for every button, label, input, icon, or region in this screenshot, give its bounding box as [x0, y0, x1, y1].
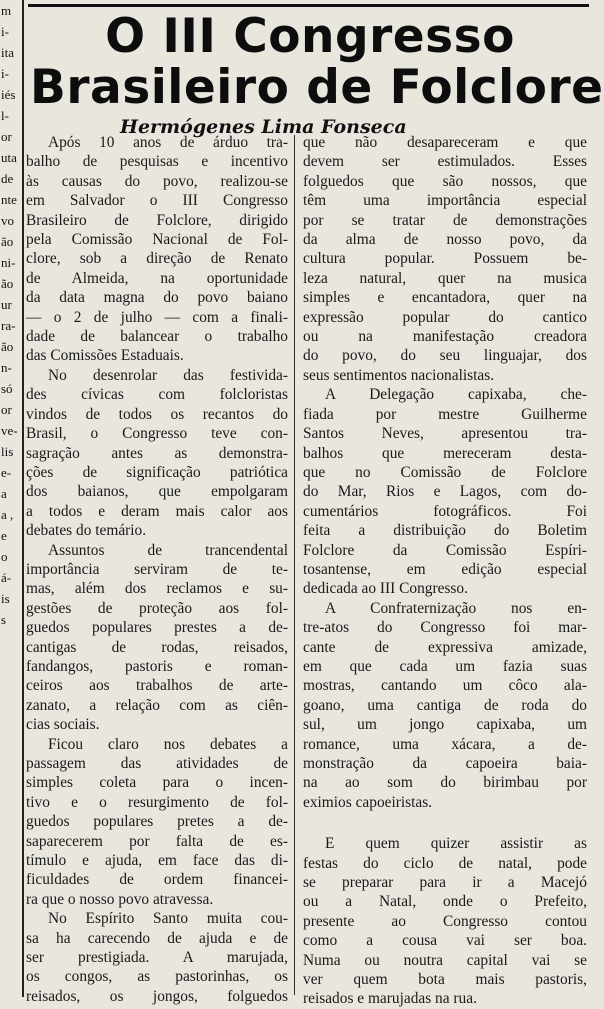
- text-line: do Mar, Rios e Lagos, com do-: [303, 483, 587, 501]
- text-line: cantigas de rodas, reisados,: [26, 638, 288, 656]
- text-line: fandangos, pastoris e roman-: [26, 657, 288, 675]
- text-line: zanato, a relação com as ciên-: [26, 696, 288, 714]
- text-line: Santos Neves, apresentou tra-: [303, 425, 587, 443]
- text-line: ou na manifestação creadora: [303, 328, 587, 346]
- edge-fragment: ve-: [1, 423, 18, 438]
- text-line: na ao som do birimbau por: [303, 774, 587, 792]
- text-line: guedos populares pretes a de-: [26, 813, 288, 831]
- text-line: guedos populares prestes a de-: [26, 619, 288, 637]
- text-line: ser prestigiada. A marujada,: [26, 949, 288, 967]
- edge-fragment: ra-: [1, 318, 16, 333]
- text-line: tímulo e ajuda, em face das di-: [26, 852, 288, 870]
- column-divider: [294, 135, 295, 995]
- text-line: pela Comissão Nacional de Fol-: [26, 231, 288, 249]
- text-line: os congos, as pastorinhas, os: [26, 968, 288, 986]
- edge-fragment: s: [1, 612, 7, 627]
- text-line: da alma de nosso povo, da: [303, 231, 587, 249]
- text-line: simples coleta para o incen-: [26, 774, 288, 792]
- adjacent-column-fragment: [0, 0, 24, 997]
- edge-fragment: lis: [1, 444, 14, 459]
- text-line: Ficou claro nos debates a: [48, 735, 288, 753]
- text-line: folguedos que são nossos, que: [303, 172, 587, 190]
- text-line: sul, um jongo capixaba, um: [303, 716, 587, 734]
- edge-fragment: ita: [1, 45, 14, 60]
- text-line: A Confraternização nos en-: [325, 599, 587, 617]
- text-line: Após 10 anos de árduo tra-: [48, 134, 288, 151]
- text-line: dos baianos, que empolgaram: [26, 483, 288, 501]
- text-line: de Almeida, na oportunidade: [26, 269, 288, 287]
- text-line: dedicada ao III Congresso.: [303, 580, 468, 598]
- text-line: tosantense, em edição especial: [303, 560, 587, 578]
- text-line: Brasileiro de Folclore, dirigido: [26, 211, 288, 229]
- text-line: cante de expressiva amizade,: [303, 638, 587, 656]
- text-line: debates do temário.: [26, 522, 147, 540]
- text-line: fiada por mestre Guilherme: [303, 405, 587, 423]
- text-line: das Comissões Estaduais.: [26, 347, 184, 365]
- text-line: sa ha carecendo de ajuda e de: [26, 929, 288, 947]
- edge-fragment: ão: [1, 276, 14, 291]
- edge-fragment: e: [1, 528, 7, 543]
- edge-fragment: ur: [1, 297, 12, 312]
- text-line: vindos de todos os recantos do: [26, 405, 288, 423]
- text-line: por se tratar de demonstrações: [303, 211, 587, 229]
- text-line: [303, 812, 587, 834]
- text-line: reisados e marujadas na rua.: [303, 990, 477, 1008]
- text-line: dade de balancear o trabalho: [26, 328, 288, 346]
- text-line: ções de significação patriótica: [26, 463, 288, 481]
- edge-fragment: e-: [1, 465, 12, 480]
- text-line: passagem das atividades de: [26, 755, 288, 772]
- text-line: goano, uma cantiga de roda do: [303, 696, 587, 714]
- text-line: balho de pesquisas e incentivo: [26, 153, 288, 171]
- text-line: leza natural, quer na musica: [303, 269, 587, 287]
- text-line: — o 2 de julho — com a finali-: [26, 308, 288, 326]
- text-line: têm uma importância especial: [303, 192, 587, 210]
- text-line: se preparar para ir a Macejó: [303, 874, 587, 892]
- edge-fragment: i-: [1, 66, 9, 81]
- text-line: cultura popular. Possuem be-: [303, 250, 587, 268]
- text-line: tre-atos do Congresso foi mar-: [303, 619, 587, 637]
- edge-fragment: n-: [1, 360, 12, 375]
- article-column-2: [303, 133, 587, 1008]
- text-line: como a cousa vai ser boa.: [303, 932, 587, 950]
- text-line: Numa ou noutra capital vai se: [303, 951, 587, 969]
- text-line: importância serviram de te-: [26, 560, 288, 578]
- text-line: que no Comissão de Folclore: [303, 463, 587, 481]
- text-line: simples e encantadora, quer na: [303, 289, 587, 307]
- text-line: cias sociais.: [26, 716, 100, 734]
- text-line: reisados, os jongos, folguedos: [26, 987, 288, 1005]
- text-line: Brasil, o Congresso teve con-: [26, 425, 288, 443]
- text-line: às causas do povo, realizou-se: [26, 172, 288, 190]
- text-line: ou a Natal, onde o Prefeito,: [303, 893, 587, 911]
- text-line: feita a distribuição do Boletim: [303, 522, 587, 540]
- text-line: ra que o nosso povo atravessa.: [26, 890, 214, 908]
- edge-fragment: or: [1, 129, 12, 144]
- edge-fragment: vo: [1, 213, 14, 228]
- author-byline: Hermógenes Lima Fonseca: [120, 116, 407, 138]
- edge-fragment: iés: [1, 87, 16, 102]
- text-line: monstração da capoeira baia-: [303, 755, 587, 772]
- article-column-1: [26, 133, 288, 1005]
- top-rule: [28, 4, 589, 7]
- edge-fragment: is: [1, 591, 10, 606]
- text-line: ver quem bota mais pastoris,: [303, 971, 587, 989]
- edge-fragment: l-: [1, 108, 9, 123]
- text-line: balhos que mereceram desta-: [303, 444, 587, 462]
- edge-fragment: or: [1, 402, 12, 417]
- text-line: devem ser estimulados. Esses: [303, 153, 587, 171]
- text-line: mas, além dos reclamos e su-: [26, 580, 288, 598]
- edge-fragment: de: [1, 171, 14, 186]
- text-line: Folclore da Comissão Espíri-: [303, 541, 587, 559]
- text-line: saparecerem por falta de es-: [26, 832, 288, 850]
- text-line: sagração antes as demonstra-: [26, 444, 288, 462]
- text-line: a todos e deram mais calor aos: [26, 502, 288, 520]
- edge-fragment: i-: [1, 24, 9, 39]
- edge-fragment: só: [1, 381, 13, 396]
- edge-fragment: uta: [1, 150, 17, 165]
- headline-line-1: O III Congresso: [105, 9, 515, 64]
- text-line: No Espírito Santo muita cou-: [48, 910, 288, 928]
- edge-fragment: a: [1, 486, 7, 501]
- headline-line-2: Brasileiro de Folclore: [30, 60, 604, 115]
- text-line: ceiros aos trabalhos de arte-: [26, 677, 288, 695]
- text-line: em que cada um fazia suas: [303, 657, 587, 675]
- text-line: No desenrolar das festivida-: [48, 366, 288, 384]
- text-line: expressão popular do cantico: [303, 308, 587, 326]
- text-line: E quem quizer assistir as: [325, 835, 587, 853]
- edge-fragment: ão: [1, 234, 14, 249]
- edge-fragment: á-: [1, 570, 12, 585]
- edge-fragment: a ,: [1, 507, 14, 522]
- text-line: da data magna do povo baiano: [26, 289, 288, 307]
- text-line: mostras, cantando um côco ala-: [303, 677, 587, 695]
- edge-fragment: m: [1, 3, 12, 18]
- text-line: des cívicas com folcloristas: [26, 386, 288, 404]
- text-line: tivo e o resurgimento de fol-: [26, 793, 288, 811]
- text-line: clore, sob a direção de Renato: [26, 250, 288, 268]
- text-line: seus sentimentos nacionalistas.: [303, 366, 495, 384]
- text-line: festas do ciclo de natal, pode: [303, 854, 587, 872]
- text-line: ficuldades de ordem financei-: [26, 871, 288, 889]
- text-line: presente ao Congresso contou: [303, 912, 587, 930]
- edge-fragment: nte: [1, 192, 17, 207]
- text-line: A Delegação capixaba, che-: [325, 386, 587, 404]
- text-line: em Salvador o III Congresso: [26, 192, 288, 210]
- edge-fragment: ão: [1, 339, 14, 354]
- text-line: que não desapareceram e que: [303, 134, 587, 151]
- text-line: romance, uma xácara, a de-: [303, 735, 587, 753]
- text-line: do povo, do seu linguajar, dos: [303, 347, 587, 365]
- text-line: gestões de proteção aos fol-: [26, 599, 288, 617]
- edge-fragment: o: [1, 549, 8, 564]
- text-line: Assuntos de trancendental: [48, 541, 288, 559]
- text-line: eximios capoeiristas.: [303, 793, 433, 811]
- edge-fragment: ni-: [1, 255, 16, 270]
- text-line: cumentários fotográficos. Foi: [303, 502, 587, 520]
